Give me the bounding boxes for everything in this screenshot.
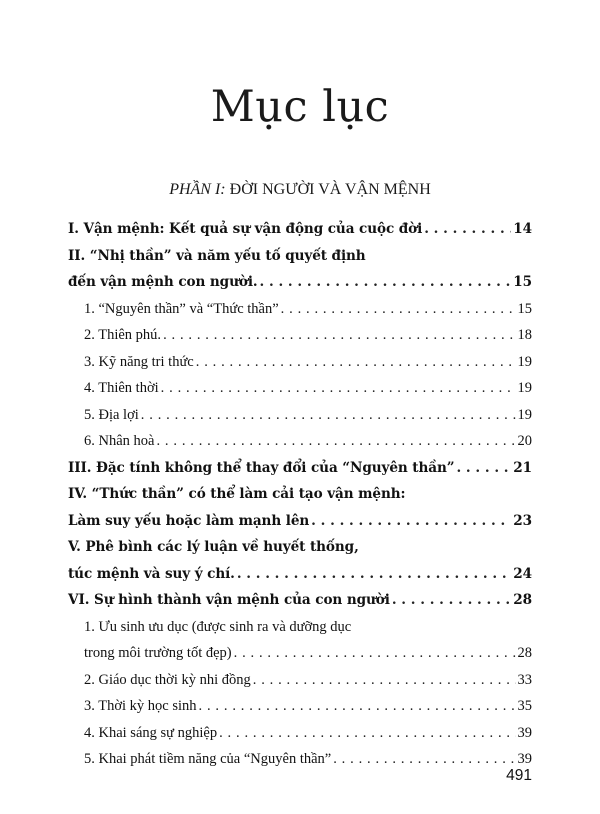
toc-entry-title: túc mệnh và suy ý chí. (68, 565, 235, 582)
dot-leader (333, 746, 515, 773)
toc-entry-chapter-2[interactable] (68, 243, 532, 270)
dot-leader (141, 402, 516, 429)
toc-entry-chapter-1[interactable] (68, 216, 532, 243)
dot-leader (392, 587, 511, 614)
toc-entry-page: 19 (517, 406, 532, 423)
toc-entry-page: 23 (513, 512, 532, 529)
toc-entry-title: I. Vận mệnh: Kết quả sự vận động của cuộc đời (68, 221, 423, 237)
toc-entry-title: II. “Nhị thần” và năm yếu tố quyết định (68, 247, 366, 264)
toc-entry-title: V. Phê bình các lý luận về huyết thống, (68, 539, 359, 555)
toc-entry-title: 4. Khai sáng sự nghiệp (84, 724, 218, 741)
toc-entry-title: 2. Thiên phú. (84, 327, 162, 343)
dot-leader (456, 455, 511, 482)
toc-entry-title: trong môi trường tốt đẹp) (84, 645, 232, 661)
toc-entry-title: 4. Thiên thời (84, 380, 159, 396)
toc-entry-title: 3. Thời kỳ học sinh (84, 698, 197, 714)
toc-entry-title: 1. “Nguyên thần” và “Thức thần” (84, 300, 279, 317)
dot-leader (199, 693, 516, 720)
toc-entry-page: 18 (517, 327, 532, 343)
dot-leader (156, 428, 515, 455)
dot-leader (311, 508, 511, 535)
toc-entry-chapter-2-cont[interactable] (68, 269, 532, 296)
toc-entry-chapter-5[interactable] (68, 534, 532, 561)
toc-entry-page: 28 (513, 592, 532, 608)
toc-entry-page: 15 (513, 274, 532, 290)
toc-entry-section-2-5[interactable] (68, 402, 532, 429)
toc-entry-page: 19 (517, 353, 532, 370)
toc-entry-section-6-4[interactable] (68, 720, 532, 747)
toc-entry-page: 20 (517, 433, 532, 449)
dot-leader (163, 322, 515, 349)
dot-leader (281, 296, 516, 323)
toc-entry-page: 39 (517, 751, 532, 767)
part-name: ĐỜI NGƯỜI VÀ VẬN MỆNH (229, 181, 431, 198)
toc-entry-page: 28 (517, 645, 532, 661)
toc-entry-page: 24 (513, 565, 532, 582)
toc-entry-page: 33 (517, 671, 532, 688)
toc-entry-page: 15 (517, 300, 532, 317)
toc-entry-chapter-5-cont[interactable] (68, 561, 532, 588)
toc-entry-section-2-2[interactable] (68, 322, 532, 349)
dot-leader (196, 349, 516, 376)
toc-entry-page: 21 (513, 459, 532, 476)
toc-entry-page: 14 (513, 221, 532, 237)
part-label: PHẦN I: (169, 181, 226, 198)
dot-leader (237, 561, 511, 588)
toc-entry-section-6-1[interactable] (68, 614, 532, 641)
part-heading (0, 179, 600, 201)
toc-entry-section-2-1[interactable] (68, 296, 532, 323)
dot-leader (253, 667, 516, 694)
dot-leader (234, 640, 516, 667)
toc-entry-section-2-6[interactable] (68, 428, 532, 455)
toc-entry-title: đến vận mệnh con người. (68, 274, 258, 290)
toc-entry-title: VI. Sự hình thành vận mệnh của con người (68, 592, 390, 608)
toc-entry-section-6-5[interactable] (68, 746, 532, 773)
toc-entry-section-2-4[interactable] (68, 375, 532, 402)
toc-entry-chapter-4[interactable] (68, 481, 532, 508)
toc-entry-title: 5. Địa lợi (84, 406, 139, 423)
table-of-contents (68, 216, 532, 773)
toc-entry-chapter-4-cont[interactable] (68, 508, 532, 535)
page-number: 491 (506, 767, 532, 784)
toc-entry-section-6-3[interactable] (68, 693, 532, 720)
dot-leader (161, 375, 516, 402)
page-title: Mục lục (210, 82, 390, 132)
toc-entry-section-6-1-cont[interactable] (68, 640, 532, 667)
toc-entry-page: 35 (517, 698, 532, 714)
toc-entry-page: 19 (517, 380, 532, 396)
toc-entry-section-6-2[interactable] (68, 667, 532, 694)
toc-entry-title: 1. Ưu sinh ưu dục (được sinh ra và dưỡng dục (84, 618, 352, 635)
toc-entry-title: III. Đặc tính không thể thay đổi của “Nguyên thần” (68, 459, 455, 476)
toc-entry-title: 3. Kỹ năng tri thức (84, 353, 194, 370)
toc-entry-title: IV. “Thức thần” có thể làm cải tạo vận mệnh: (68, 486, 406, 502)
toc-entry-chapter-3[interactable] (68, 455, 532, 482)
toc-entry-title: Làm suy yếu hoặc làm mạnh lên (68, 512, 310, 529)
toc-entry-title: 2. Giáo dục thời kỳ nhi đồng (84, 671, 251, 688)
dot-leader (424, 216, 511, 243)
dot-leader (260, 269, 512, 296)
toc-entry-title: 5. Khai phát tiềm năng của “Nguyên thần” (84, 751, 332, 767)
toc-entry-chapter-6[interactable] (68, 587, 532, 614)
dot-leader (219, 720, 515, 747)
toc-entry-page: 39 (517, 724, 532, 741)
toc-entry-title: 6. Nhân hoà (84, 433, 155, 449)
toc-entry-section-2-3[interactable] (68, 349, 532, 376)
